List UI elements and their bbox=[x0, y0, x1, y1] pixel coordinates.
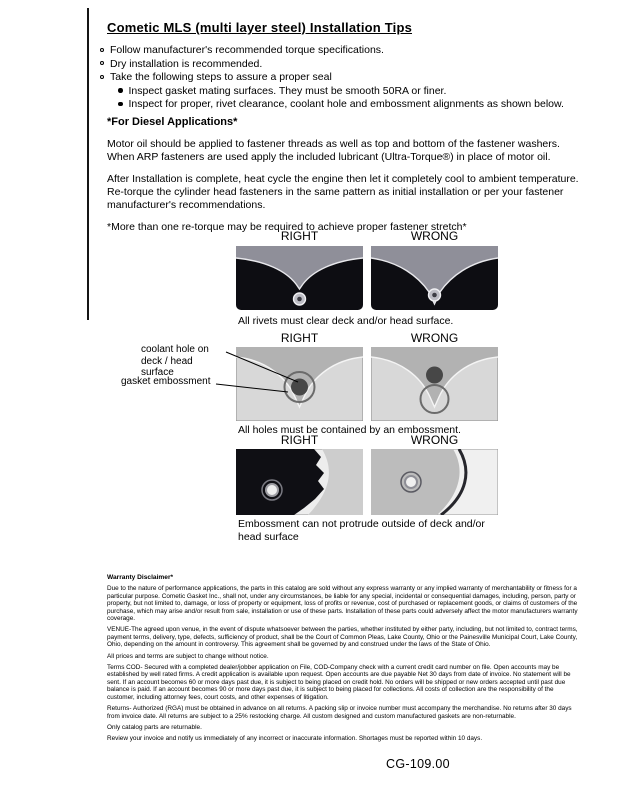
right-label: RIGHT bbox=[280, 433, 319, 447]
left-crop-mark bbox=[87, 8, 89, 320]
installation-tips-list bbox=[100, 44, 600, 112]
warranty-paragraph: Only catalog parts are returnable. bbox=[107, 723, 202, 731]
tip-text: Take the following steps to assure a proper seal bbox=[110, 71, 332, 83]
coolant-hole-callout: coolant hole on deck / head surface bbox=[141, 344, 209, 378]
list-item bbox=[100, 44, 600, 56]
diagram-row3-labels bbox=[236, 433, 498, 447]
tip-text: Inspect gasket mating surfaces. They must be smooth 50RA or finer. bbox=[128, 84, 447, 97]
circle-bullet-icon bbox=[100, 61, 104, 65]
page-title: Cometic MLS (multi layer steel) Installation Tips bbox=[107, 20, 413, 35]
diesel-paragraph-2: After Installation is complete, heat cycle the engine then let it completely cool to ambient temperature. Re-torque the cylinder head fasteners in the same pattern as initial installation or per your fastener manufacturer's recommendations. bbox=[107, 173, 579, 211]
dot-bullet-icon bbox=[118, 102, 123, 107]
rivet-clearance-wrong-image bbox=[371, 246, 498, 310]
warranty-paragraph: VENUE-The agreed upon venue, in the event of dispute whatsoever between the parties, whether instituted by either party, including, but not limited to, contract terms, payment terms, delivery, type, defects, sufficiency of product, shall be the Court of Common Pleas, Lake County, Ohio or the Painesville Municipal Court, Lake County, Ohio, depending on the amount in controversy. This agreement shall be governed by and construed under the laws of the State of Ohio. bbox=[107, 626, 578, 649]
diagram-row1-images bbox=[236, 246, 498, 310]
tip-text: Follow manufacturer's recommended torque specifications. bbox=[110, 44, 384, 56]
list-item bbox=[100, 58, 600, 70]
warranty-paragraph: Terms COD- Secured with a completed dealer/jobber application on File, COD-Company check with a current credit card number on file. Open accounts may be established by well rated firms. A credit application is available upon request. Open accounts are due payable Net 30 days from date of invoice. No statement will be sent. If an account becomes 60 or more days past due, it is subject to being placed on credit hold. No orders will be shipped or new orders accepted until past due balance is paid. If an account becomes 90 or more days past due, it is subject to being placed for collections. All costs of collection are the responsibility of the customer, including attorney fees, court costs, and other expenses of litigation. bbox=[107, 664, 571, 701]
warranty-paragraph: Returns- Authorized (RGA) must be obtained in advance on all returns. A packing slip or invoice number must accompany the merchandise. No returns after 30 days from invoice date. All returns are subject to a 25% restocking charge. All custom designed and custom manufactured gaskets are non-returnable. bbox=[107, 705, 572, 720]
embossment-protrusion-wrong-image bbox=[371, 449, 498, 515]
warranty-heading: Warranty Disclaimer* bbox=[107, 574, 174, 581]
tip-text: Dry installation is recommended. bbox=[110, 57, 263, 70]
diagram-row3-images bbox=[236, 449, 498, 515]
holes-caption: All holes must be contained by an embossment. bbox=[238, 424, 461, 436]
gasket-embossment-callout: gasket embossment bbox=[121, 376, 211, 387]
warranty-disclaimer-section bbox=[107, 574, 581, 747]
list-sub-item bbox=[118, 98, 600, 110]
protrusion-caption: Embossment can not protrude outside of deck and/or head surface bbox=[238, 518, 485, 543]
list-item bbox=[100, 71, 600, 83]
circle-bullet-icon bbox=[100, 75, 104, 79]
dot-bullet-icon bbox=[118, 88, 123, 93]
wrong-label: WRONG bbox=[410, 331, 459, 345]
retorque-note: *More than one re-torque may be required to achieve proper fastener stretch* bbox=[107, 221, 467, 233]
tip-text: Inspect for proper, rivet clearance, coolant hole and embossment alignments as shown below. bbox=[128, 98, 564, 110]
rivet-clearance-right-image bbox=[236, 246, 363, 310]
embossment-protrusion-right-image bbox=[236, 449, 363, 515]
embossment-containment-wrong-image bbox=[371, 347, 498, 421]
right-label: RIGHT bbox=[280, 331, 319, 345]
diesel-paragraph-1: Motor oil should be applied to fastener threads as well as top and bottom of the fastener washers. When ARP fasteners are used apply the included lubricant (Ultra-Torque®) in place of motor oil. bbox=[107, 138, 560, 163]
diagram-row1-labels bbox=[236, 229, 498, 243]
wrong-label: WRONG bbox=[410, 433, 459, 447]
page-number: CG-109.00 bbox=[386, 757, 450, 771]
diesel-applications-section bbox=[107, 116, 585, 243]
list-sub-item bbox=[118, 85, 600, 97]
callout-connector-lines bbox=[200, 340, 310, 402]
warranty-paragraph: Review your invoice and notify us immediately of any incorrect or inaccurate information. Shortages must be reported within 10 days. bbox=[107, 735, 483, 743]
warranty-paragraph: All prices and terms are subject to change without notice. bbox=[107, 652, 269, 660]
wrong-label: WRONG bbox=[410, 229, 459, 243]
rivet-caption: All rivets must clear deck and/or head surface. bbox=[238, 315, 454, 327]
circle-bullet-icon bbox=[100, 48, 104, 52]
diesel-heading: *For Diesel Applications* bbox=[107, 116, 238, 128]
right-label: RIGHT bbox=[280, 229, 319, 243]
warranty-paragraph: Due to the nature of performance applications, the parts in this catalog are sold without any express warranty or any implied warranty of merchantability or fitness for a particular purpose. Cometic Gasket Inc., shall not, under any circumstances, be liable for any special, incidental or consequential damages, including, person, party or property, but not limited to, damage, or loss of property or equipment, loss of profits or revenue, cost of purchased or replacement goods, or claims of customers of the purchase, which may arise and/or result from sale, installation or use of these parts. Installation of these parts could adversely affect the motor manufacturers warranty coverage. bbox=[107, 585, 578, 623]
